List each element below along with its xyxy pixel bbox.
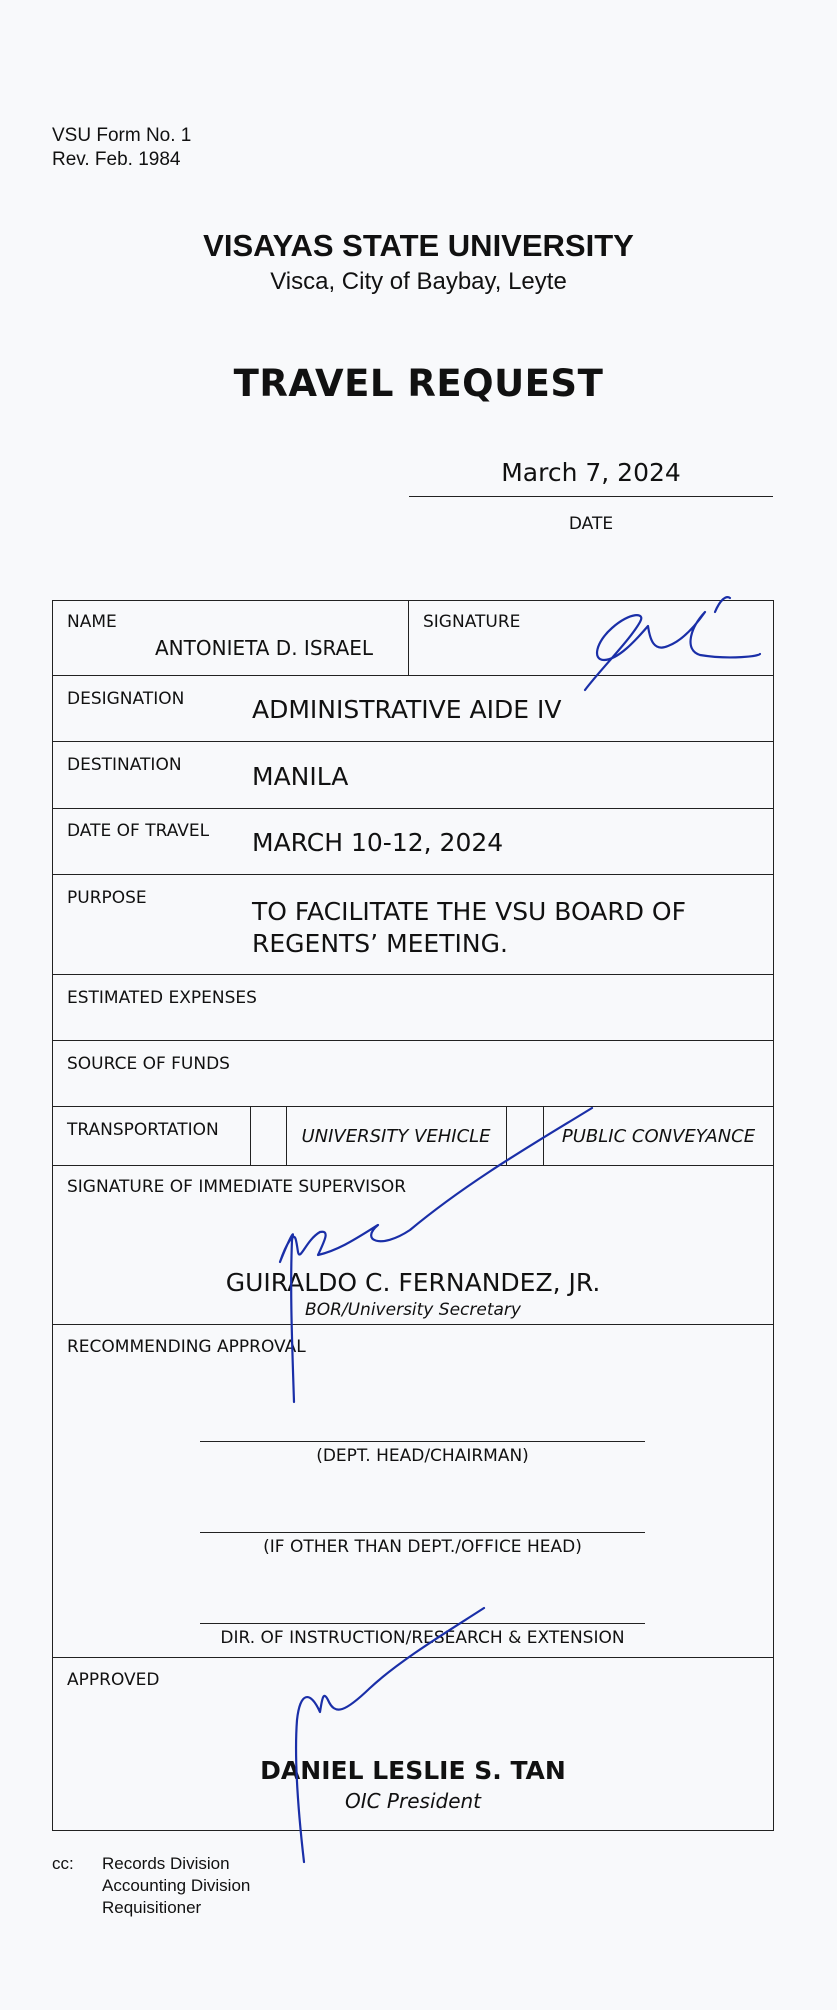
date-underline xyxy=(409,496,773,497)
date-of-travel-value: MARCH 10-12, 2024 xyxy=(252,828,504,857)
cc-list xyxy=(102,1853,250,1919)
approver-name: DANIEL LESLIE S. TAN xyxy=(260,1756,566,1785)
purpose-value xyxy=(252,896,686,960)
row-divider xyxy=(52,1040,774,1041)
source-of-funds-label: SOURCE OF FUNDS xyxy=(67,1054,230,1074)
approved-label: APPROVED xyxy=(67,1670,160,1690)
designation-label: DESIGNATION xyxy=(67,689,185,709)
approver-position: OIC President xyxy=(344,1789,482,1813)
row-divider xyxy=(52,974,774,975)
form-number-block xyxy=(52,124,191,172)
director-caption: DIR. OF INSTRUCTION/RESEARCH & EXTENSION xyxy=(220,1628,625,1648)
row-divider xyxy=(52,1106,774,1107)
university-address: Visca, City of Baybay, Leyte xyxy=(270,268,567,295)
transportation-label: TRANSPORTATION xyxy=(67,1120,219,1140)
purpose-line: TO FACILITATE THE VSU BOARD OF xyxy=(252,897,686,926)
form-revision: Rev. Feb. 1984 xyxy=(52,149,181,170)
date-of-travel-label: DATE OF TRAVEL xyxy=(67,821,210,841)
estimated-expenses-label: ESTIMATED EXPENSES xyxy=(67,988,257,1008)
purpose-line: REGENTS’ MEETING. xyxy=(252,929,508,958)
checkbox-left-edge xyxy=(250,1106,251,1165)
other-head-caption: (IF OTHER THAN DEPT./OFFICE HEAD) xyxy=(263,1537,582,1557)
supervisor-name: GUIRALDO C. FERNANDEZ, JR. xyxy=(225,1268,601,1297)
signature-label: SIGNATURE xyxy=(423,612,521,632)
transport-option-university-vehicle: UNIVERSITY VEHICLE xyxy=(301,1126,491,1147)
signature-line xyxy=(200,1441,645,1442)
row-divider xyxy=(52,874,774,875)
supervisor-label: SIGNATURE OF IMMEDIATE SUPERVISOR xyxy=(67,1177,407,1197)
purpose-label: PURPOSE xyxy=(67,888,147,908)
signature-line xyxy=(200,1623,645,1624)
name-label: NAME xyxy=(67,612,117,632)
form-number: VSU Form No. 1 xyxy=(52,125,192,146)
row-divider xyxy=(52,1657,774,1658)
row-divider xyxy=(52,675,774,676)
cc-label: cc: xyxy=(52,1854,74,1873)
recommending-label: RECOMMENDING APPROVAL xyxy=(67,1337,306,1357)
name-value: ANTONIETA D. ISRAEL xyxy=(155,636,374,660)
designation-value: ADMINISTRATIVE AIDE IV xyxy=(252,695,562,724)
cc-item: Requisitioner xyxy=(102,1898,202,1917)
transport-option-public-conveyance: PUBLIC CONVEYANCE xyxy=(561,1126,756,1147)
row-divider xyxy=(52,808,774,809)
cc-item: Accounting Division xyxy=(102,1876,251,1895)
supervisor-position: BOR/University Secretary xyxy=(305,1300,521,1320)
cc-item: Records Division xyxy=(102,1854,230,1873)
university-name: VISAYAS STATE UNIVERSITY xyxy=(203,228,634,263)
document-title: TRAVEL REQUEST xyxy=(233,362,604,405)
name-signature-divider xyxy=(408,600,409,675)
checkbox-left-edge xyxy=(506,1106,507,1165)
date-value: March 7, 2024 xyxy=(501,458,681,487)
dept-head-caption: (DEPT. HEAD/CHAIRMAN) xyxy=(316,1446,529,1466)
destination-value: MANILA xyxy=(252,762,349,791)
row-divider xyxy=(52,741,774,742)
row-divider xyxy=(52,1165,774,1166)
date-label: DATE xyxy=(568,514,614,534)
row-divider xyxy=(52,1324,774,1325)
destination-label: DESTINATION xyxy=(67,755,182,775)
signature-line xyxy=(200,1532,645,1533)
